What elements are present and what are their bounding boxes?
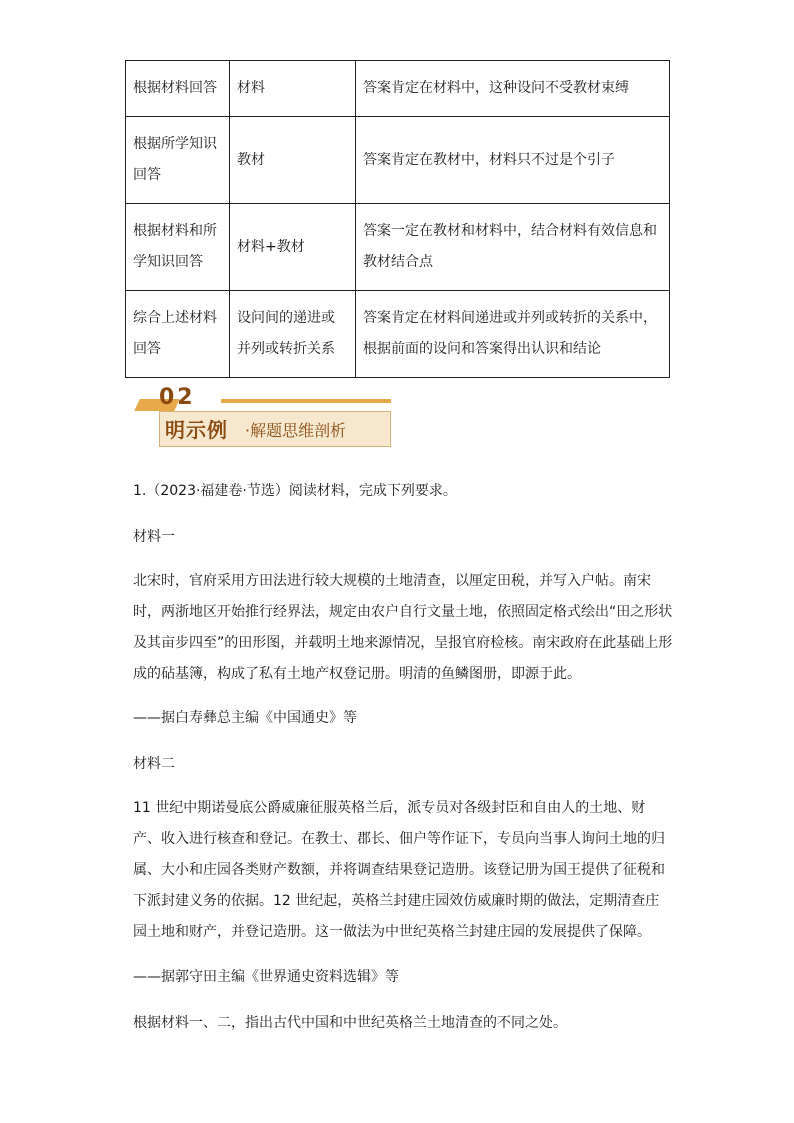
answer-method-table bbox=[125, 60, 670, 378]
table-cell: 根据材料回答 bbox=[126, 61, 230, 117]
material2-text: 11 世纪中期诺曼底公爵威廉征服英格兰后，派专员对各级封臣和自由人的土地、财产、收入进行核查和登记。在教士、郡长、佃户等作证下，专员向当事人询问土地的归属、大小和庄园各类财产数额，并将调查结果登记造册。该登记册为国王提供了征税和下派封建义务的依据。12 世纪起，英格兰封建庄园效仿威廉时期的做法，定期清查庄园土地和财产，并登记造册。这一做法为中世纪英格兰封建庄园的发展提供了保障。 bbox=[133, 800, 665, 940]
table-cell: 答案一定在教材和材料中，结合材料有效信息和教材结合点 bbox=[356, 204, 670, 291]
table-cell: 答案肯定在材料中，这种设问不受教材束缚 bbox=[356, 61, 670, 117]
table-cell: 设问间的递进或并列或转折关系 bbox=[230, 291, 356, 378]
table-cell: 根据所学知识回答 bbox=[126, 117, 230, 204]
section-banner bbox=[137, 385, 397, 451]
material1-text: 北宋时，官府采用方田法进行较大规模的土地清查，以厘定田税，并写入户帖。南宋时，两浙地区开始推行经界法，规定由农户自行文量土地，依照固定格式绘出“田之形状及其亩步四至”的田形图，并载明土地来源情况，呈报官府检核。南宋政府在此基础上形成的砧基簿，构成了私有土地产权登记册。明清的鱼鳞图册，即源于此。 bbox=[133, 573, 673, 682]
section-subtitle: ·解题思维剖析 bbox=[245, 421, 347, 440]
table-cell: 答案肯定在材料间递进或并列或转折的关系中，根据前面的设问和答案得出认识和结论 bbox=[356, 291, 670, 378]
material1-label: 材料一 bbox=[133, 529, 175, 545]
table-cell: 答案肯定在教材中，材料只不过是个引子 bbox=[356, 117, 670, 204]
section-number: 02 bbox=[159, 385, 196, 410]
table-cell: 根据材料和所学知识回答 bbox=[126, 204, 230, 291]
table-cell: 材料 bbox=[230, 61, 356, 117]
material1-source: ——据白寿彝总主编《中国通史》等 bbox=[133, 710, 357, 726]
material2-source: ——据郭守田主编《世界通史资料选辑》等 bbox=[133, 969, 399, 985]
table-cell: 材料+教材 bbox=[230, 204, 356, 291]
material2-label: 材料二 bbox=[133, 756, 175, 772]
table-cell: 综合上述材料回答 bbox=[126, 291, 230, 378]
table-row bbox=[126, 291, 670, 378]
table-row bbox=[126, 117, 670, 204]
section-title: 明示例 bbox=[165, 418, 228, 442]
question-prompt: 根据材料一、二，指出古代中国和中世纪英格兰土地清查的不同之处。 bbox=[133, 1015, 567, 1031]
banner-decoration-line bbox=[221, 399, 391, 403]
table-cell: 教材 bbox=[230, 117, 356, 204]
question-header: 1.（2023·福建卷·节选）阅读材料，完成下列要求。 bbox=[133, 483, 457, 499]
table-row bbox=[126, 204, 670, 291]
table-row bbox=[126, 61, 670, 117]
